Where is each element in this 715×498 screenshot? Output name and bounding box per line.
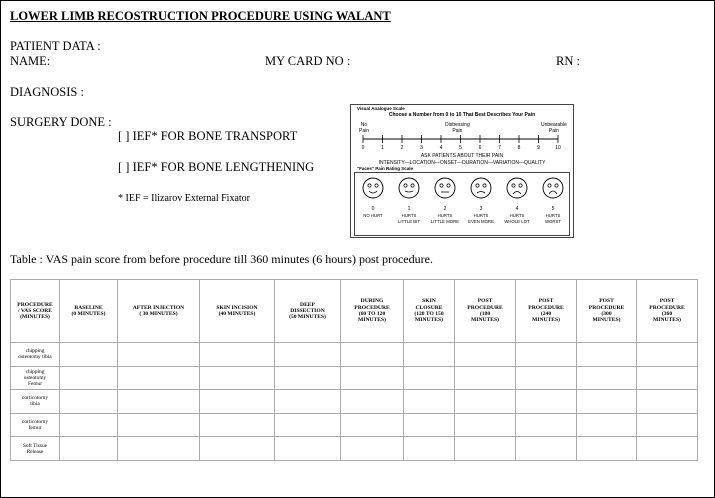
column-header: POST PROCEDURE (360 MINUTES): [637, 280, 698, 343]
score-cell[interactable]: [455, 437, 516, 461]
score-cell[interactable]: [60, 366, 118, 390]
score-cell[interactable]: [275, 437, 341, 461]
column-header: POST PROCEDURE (240 MINUTES): [516, 280, 577, 343]
score-cell[interactable]: [118, 390, 200, 414]
score-cell[interactable]: [200, 343, 275, 367]
column-header: POST PROCEDURE (300 MINUTES): [577, 280, 637, 343]
score-cell[interactable]: [404, 366, 455, 390]
table-row: [11, 343, 698, 367]
column-header: DEEP DISSECTION (50 MINUTES): [275, 280, 341, 343]
vas-number: 3: [420, 145, 423, 151]
name-label: NAME:: [10, 54, 51, 68]
diagnosis-label: DIAGNOSIS :: [10, 85, 84, 99]
score-cell[interactable]: [341, 437, 404, 461]
vas-figure: [350, 104, 574, 238]
vas-number: 0: [361, 145, 365, 151]
face-icon: [399, 178, 419, 198]
face-icon: [435, 178, 455, 198]
row-label: corticotomy tibia: [11, 390, 60, 414]
column-header: SKIN INCISION (40 MINUTES): [200, 280, 275, 343]
faces-scale: [354, 172, 570, 236]
vas-number: 2: [400, 145, 404, 151]
table-row: [11, 366, 698, 390]
score-cell[interactable]: [60, 437, 118, 461]
score-cell[interactable]: [516, 366, 577, 390]
score-cell[interactable]: [637, 390, 698, 414]
option-bone-transport: [ ] IEF* FOR BONE TRANSPORT: [118, 129, 298, 143]
surgery-done-label: SURGERY DONE :: [10, 115, 112, 129]
score-cell[interactable]: [118, 366, 200, 390]
score-cell[interactable]: [516, 390, 577, 414]
face-number: 0: [371, 206, 375, 212]
score-cell[interactable]: [275, 366, 341, 390]
score-cell[interactable]: [341, 343, 404, 367]
score-cell[interactable]: [341, 366, 404, 390]
score-cell[interactable]: [200, 366, 275, 390]
vas-number: 10: [555, 145, 561, 151]
row-label: chipping osteotomy Femur: [11, 366, 60, 390]
score-cell[interactable]: [455, 366, 516, 390]
score-cell[interactable]: [455, 390, 516, 414]
vas-anchor-distressing: Distressing Pain: [445, 122, 470, 134]
score-cell[interactable]: [118, 413, 200, 437]
face-label: HURTS WORST: [545, 213, 561, 224]
vas-number: 8: [517, 145, 521, 151]
score-cell[interactable]: [516, 343, 577, 367]
face-number: 3: [479, 206, 483, 212]
score-cell[interactable]: [118, 343, 200, 367]
score-cell[interactable]: [404, 413, 455, 437]
score-cell[interactable]: [275, 343, 341, 367]
vas-number: 7: [498, 145, 501, 151]
row-label: corticotomy femur: [11, 413, 60, 437]
face-label: NO HURT: [363, 213, 383, 218]
score-cell[interactable]: [200, 437, 275, 461]
column-header: PROCEDURE / VAS SCORE (MINUTES): [11, 280, 60, 343]
vas-score-table: [10, 279, 698, 461]
table-row: [11, 390, 698, 414]
column-header: POST PROCEDURE (180 MINUTES): [455, 280, 516, 343]
score-cell[interactable]: [455, 343, 516, 367]
score-cell[interactable]: [516, 413, 577, 437]
column-header: SKIN CLOSURE (120 TO 150 MINUTES): [404, 280, 455, 343]
face-number: 4: [515, 206, 519, 212]
score-cell[interactable]: [200, 390, 275, 414]
score-cell[interactable]: [60, 390, 118, 414]
face-label: HURTS WHOLE LOT: [504, 213, 530, 224]
score-cell[interactable]: [60, 413, 118, 437]
table-header-row: [11, 280, 698, 343]
score-cell[interactable]: [577, 366, 637, 390]
column-header: AFTER INJECTION ( 30 MINUTES): [118, 280, 200, 343]
patient-data-header: PATIENT DATA :: [10, 39, 101, 53]
score-cell[interactable]: [577, 437, 637, 461]
face-icon: [471, 178, 491, 198]
option-bone-lengthening: [ ] IEF* FOR BONE LENGTHENING: [118, 160, 315, 174]
page-title: LOWER LIMB RECOSTRUCTION PROCEDURE USING WALANT: [10, 9, 391, 23]
row-label: chipping osteotomy tibia: [11, 343, 60, 367]
score-cell[interactable]: [341, 390, 404, 414]
score-cell[interactable]: [60, 343, 118, 367]
score-cell[interactable]: [404, 437, 455, 461]
score-cell[interactable]: [404, 390, 455, 414]
score-cell[interactable]: [637, 366, 698, 390]
card-no-label: MY CARD NO :: [265, 54, 351, 68]
score-cell[interactable]: [516, 437, 577, 461]
face-label: HURTS EVEN MORE: [468, 213, 494, 224]
face-icon: [507, 178, 527, 198]
score-cell[interactable]: [275, 413, 341, 437]
face-icon: [363, 178, 383, 198]
score-cell[interactable]: [275, 390, 341, 414]
score-cell[interactable]: [637, 343, 698, 367]
score-cell[interactable]: [200, 413, 275, 437]
vas-anchor-unbearable: Unbearable Pain: [541, 122, 567, 134]
table-caption: Table : VAS pain score from before procedure till 360 minutes (6 hours) post procedure.: [10, 252, 433, 266]
vas-ask: ASK PATIENTS ABOUT THEIR PAIN: [420, 153, 504, 159]
face-label: HURTS LITTLE BIT: [398, 213, 420, 224]
score-cell[interactable]: [577, 343, 637, 367]
score-cell[interactable]: [637, 413, 698, 437]
row-label: Soft Tissue Release: [11, 437, 60, 461]
face-number: 2: [443, 206, 447, 212]
faces-heading: "Faces" Pain Rating Scale: [357, 166, 414, 171]
score-cell[interactable]: [404, 343, 455, 367]
vas-number: 9: [537, 145, 540, 151]
rn-label: RN :: [556, 54, 580, 68]
vas-heading: Visual Analogue Scale: [357, 106, 405, 111]
score-cell[interactable]: [577, 413, 637, 437]
column-header: DURING PROCEDURE (60 TO 120 MINUTES): [341, 280, 404, 343]
score-cell[interactable]: [118, 437, 200, 461]
vas-number: 4: [439, 145, 443, 151]
face-number: 1: [407, 206, 411, 212]
face-label: HURTS LITTLE MORE: [430, 213, 460, 224]
face-number: 5: [551, 206, 555, 212]
table-row: [11, 413, 698, 437]
ief-footnote: * IEF = Ilizarov External Fixator: [118, 193, 250, 204]
score-cell[interactable]: [455, 413, 516, 437]
vas-number: 5: [459, 145, 462, 151]
column-header: BASELINE (0 MINUTES): [60, 280, 118, 343]
vas-prompt: Choose a Number from 0 to 10 That Best Describes Your Pain: [388, 112, 536, 118]
vas-number: 1: [381, 145, 384, 151]
vas-anchor-no-pain: No Pain: [359, 122, 370, 134]
vas-dimensions: INTENSITY—LOCATION—ONSET—DURATION—VARIATION—QUALITY: [378, 160, 546, 166]
score-cell[interactable]: [577, 390, 637, 414]
face-icon: [543, 178, 563, 198]
table-row: [11, 437, 698, 461]
vas-number: 6: [478, 145, 482, 151]
score-cell[interactable]: [341, 413, 404, 437]
score-cell[interactable]: [637, 437, 698, 461]
